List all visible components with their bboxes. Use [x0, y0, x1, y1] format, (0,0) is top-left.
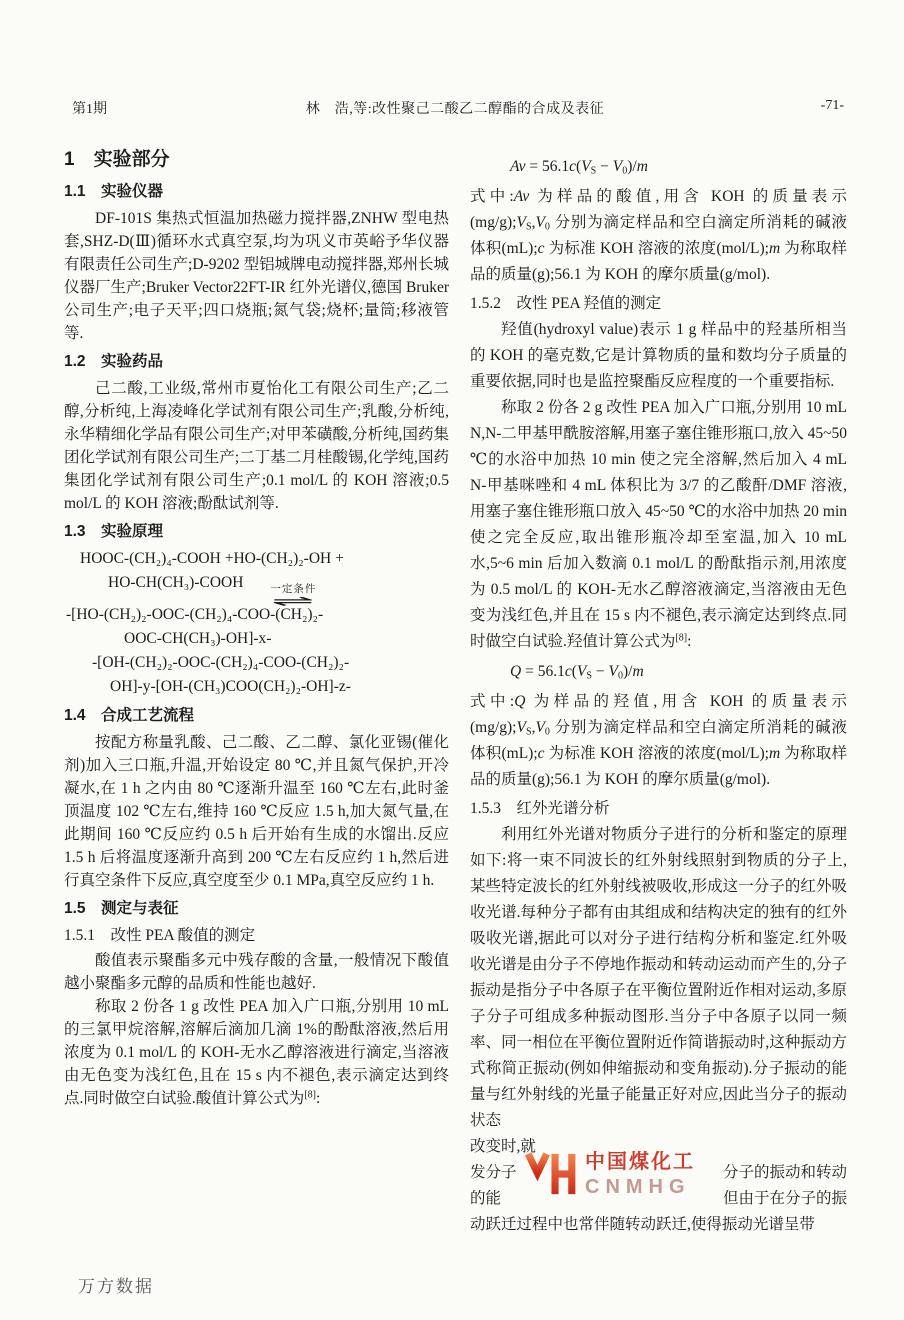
line-fragment-left: 的能: [470, 1190, 502, 1207]
text-line: 动跃迁过程中也常伴随转动跃迁,使得振动光谱呈带: [470, 1216, 815, 1233]
watermark-text: [585, 1152, 695, 1197]
page-header: [64, 98, 846, 118]
reaction-condition-label: 一定条件: [270, 584, 317, 595]
formula-hydroxyl-value: $Q = 56.1c(V_S - V_0)/m$: [510, 663, 644, 682]
paragraph-infrared: 利用红外光谱对物质分子进行的分析和鉴定的原理如下:将一束不同波长的红外射线照射到物质的分子上,某些特定波长的红外射线被吸收,形成这一分子的红外吸收光谱.每种分子都有由其组成和结构决定的独有的红外吸收光谱,据此可以对分子进行结构分析和鉴定.红外吸收光谱是由分子不停地作振动和转动运动而产生的,分子振动是指分子中各原子在平衡位置附近作相对运动,多原子分子可组成多种振动图形.当分子中各原子以同一频率、同一相位在平衡位置附近作简谐振动时,这种振动方式称简正振动(例如伸缩振动和变角振动).分子振动的能量与红外射线的光量子能量正好对应,因此当分子的振动状态: [470, 826, 847, 1129]
equation-line-5: -[OH-(CH₂)₂-OOC-(CH₂)₄-COO-(CH₂)₂-: [92, 654, 350, 671]
paragraph-acid-explanation: 式中:Av 为样品的酸值,用含 KOH 的质量表示$(mg/g);V_S,V_0$ 分别为滴定样品和空白滴定所消耗的碱液体积(mL);c 为标准 KOH 溶液的浓度(mol/L);m 为称取样品的质量(g);56.1 为 KOH 的摩尔质量(g/mol).: [470, 188, 847, 283]
right-column: [470, 140, 847, 1238]
paragraph-process: 按配方称量乳酸、己二酸、乙二醇、氯化亚锡(催化剂)加入三口瓶,升温,开始设定 80 ℃,并且氮气保护,开冷凝水,在 1 h 之内由 80 ℃逐渐升温至 160 ℃左右,此时釜顶温度 102 ℃左右,维持 160 ℃反应 1.5 h,加大氮气量,在此期间 160 ℃反应约 0.5 h 后开始有生成的水馏出.反应 1.5 h 后将温度逐渐升高到 200 ℃左右反应约 1 h,然后进行真空条件下反应,真空度至少 0.1 MPa,真空反应约 1 h.: [64, 734, 449, 889]
page-number: -71-: [820, 98, 844, 113]
section-heading-1-3: 1.3 实验原理: [64, 523, 164, 540]
section-heading-1-1: 1.1 实验仪器: [64, 183, 164, 200]
line-fragment-right: 但由于在分子的振: [722, 1190, 847, 1207]
issue-label: 第1期: [72, 102, 107, 117]
paragraph-hydroxyl-explanation: 式中:Q 为样品的羟值,用含 KOH 的质量表示$(mg/g);V_S,V_0$ 分别为滴定样品和空白滴定所消耗的碱液体积(mL);c 为标准 KOH 溶液的浓度(mol/L);m 为称取样品的质量(g);56.1 为 KOH 的摩尔质量(g/mol).: [470, 693, 847, 788]
section-heading-1-2: 1.2 实验药品: [64, 353, 164, 370]
equation-line-4: OOC-CH(CH₃)-OH]-x-: [124, 630, 272, 647]
line-fragment-left: 改变时,就: [470, 1138, 536, 1155]
paragraph-acid-intro: 酸值表示聚酯多元中残存酸的含量,一般情况下酸值越小聚酯多元醇的品质和性能也越好.: [64, 952, 449, 992]
footer-brand: 万方数据: [78, 1277, 154, 1296]
section-heading-1: 1 实验部分: [64, 149, 170, 170]
line-fragment-left: 发分子: [470, 1164, 517, 1181]
section-heading-1-5-3: 1.5.3 红外光谱分析: [470, 800, 610, 817]
double-arrow-glyph: ⇌: [272, 592, 315, 610]
paragraph-acid-method: 称取 2 份各 1 g 改性 PEA 加入广口瓶,分别用 10 mL 的三氯甲烷溶解,溶解后滴加几滴 1%的酚酞溶液,然后用浓度为 0.1 mol/L 的 KOH-无水乙醇溶液进行滴定,当溶液由无色变为浅红色,且在 15 s 内不褪色,表示滴定达到终点.同时做空白试验.酸值计算公式为[8]:: [64, 998, 449, 1107]
section-heading-1-5-1: 1.5.1 改性 PEA 酸值的测定: [64, 927, 256, 944]
watermark-logo-icon: [524, 1148, 576, 1200]
section-heading-1-4: 1.4 合成工艺流程: [64, 707, 195, 724]
equation-line-1: HOOC-(CH₂)₄-COOH +HO-(CH₂)₂-OH +: [80, 550, 344, 567]
left-column: [64, 140, 449, 1110]
watermark: [524, 1132, 702, 1216]
reaction-scheme: [64, 547, 449, 699]
paragraph-hydroxyl-intro: 羟值(hydroxyl value)表示 1 g 样品中的羟基所相当的 KOH 的毫克数,它是计算物质的量和数均分子质量的重要依据,同时也是监控聚酯反应程度的一个重要指标.: [470, 321, 847, 390]
watermark-latin-text: CNMHG: [585, 1175, 691, 1198]
watermark-chinese-text: 中国煤化工: [585, 1150, 695, 1173]
equation-line-3: -[HO-(CH₂)₂-OOC-(CH₂)₄-COO-(CH₂)₂-: [66, 606, 324, 623]
equation-line-2-text: HO-CH(CH₃)-COOH: [108, 574, 244, 591]
equation-line-6: OH]-y-[OH-(CH₃)COO(CH₂)₂-OH]-z-: [110, 678, 351, 695]
equilibrium-arrow-icon: [257, 584, 329, 608]
line-fragment-right: 分子的振动和转动: [722, 1164, 847, 1181]
equation-line-2: [64, 571, 449, 610]
section-heading-1-5: 1.5 测定与表征: [64, 900, 179, 917]
section-heading-1-5-2: 1.5.2 改性 PEA 羟值的测定: [470, 295, 662, 312]
watermark-overlap-block: [470, 1134, 847, 1238]
formula-acid-value: $Av = 56.1c(V_S - V_0)/m$: [510, 158, 648, 177]
paragraph-hydroxyl-method: 称取 2 份各 2 g 改性 PEA 加入广口瓶,分别用 10 mL N,N-二甲基甲酰胺溶解,用塞子塞住锥形瓶口,放入 45~50 ℃的水浴中加热 10 min 使之完全溶解,然后加入 4 mL N-甲基咪唑和 4 mL 体积比为 3/7 的乙酸酐/DMF 溶液,用塞子塞住锥形瓶口放入 45~50 ℃的水浴中加热 20 min 使之完全反应,取出锥形瓶冷却至室温,加入 10 mL 水,5~6 min 后加入数滴 0.1 mol/L 的酚酞指示剂,用浓度为 0.5 mol/L 的 KOH-无水乙醇溶液滴定,当溶液由无色变为浅红色,并且在 15 s 内不褪色,表示滴定达到终点.同时做空白试验.羟值计算公式为[8]:: [470, 399, 847, 650]
running-title: 林 浩,等:改性聚己二酸乙二醇酯的合成及表征: [305, 102, 605, 117]
paragraph-reagents: 己二酸,工业级,常州市夏怡化工有限公司生产;乙二醇,分析纯,上海凌峰化学试剂有限公司生产;乳酸,分析纯,永华精细化学品有限公司生产;对甲苯磺酸,分析纯,国药集团化学试剂有限公司生产;二丁基二月桂酸锡,化学纯,国药集团化学试剂有限公司生产;0.1 mol/L 的 KOH 溶液;0.5 mol/L 的 KOH 溶液;酚酞试剂等.: [64, 380, 449, 512]
paragraph-instruments: DF-101S 集热式恒温加热磁力搅拌器,ZNHW 型电热套,SHZ-D(Ⅲ)循环水式真空泵,均为巩义市英峪予华仪器有限责任公司生产;D-9202 型铝城牌电动搅拌器,郑州长城仪器厂生产;Bruker Vector22FT-IR 红外光谱仪,德国 Bruker 公司生产;电子天平;四口烧瓶;氮气袋;烧杯;量筒;移液管等.: [64, 210, 449, 342]
